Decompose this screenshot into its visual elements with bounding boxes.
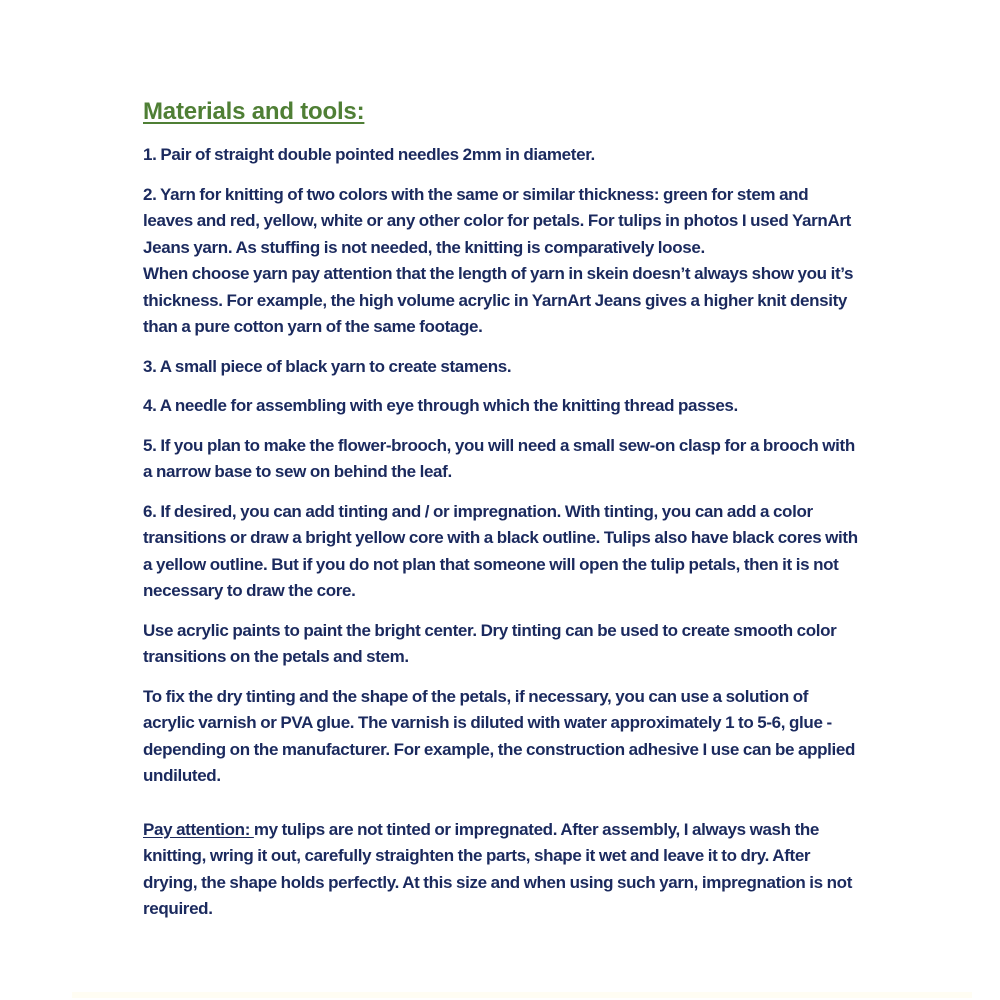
text-line: 6. If desired, you can add tinting and / or impregnation. With tinting, you can add a color [143, 501, 813, 521]
text-line: 2. Yarn for knitting of two colors with the same or similar thickness: green for stem and [143, 184, 809, 204]
text-line: a yellow outline. But if you do not plan that someone will open the tulip petals, then it is not [143, 554, 839, 574]
materials-list-item-6 [143, 499, 943, 605]
paragraph-fix-tinting [143, 684, 943, 790]
text-line: necessary to draw the core. [143, 581, 356, 600]
pay-attention-note [143, 817, 943, 923]
text-line: thickness. For example, the high volume acrylic in YarnArt Jeans gives a higher knit density [143, 290, 848, 310]
text-line: knitting, wring it out, carefully straighten the parts, shape it wet and leave it to dry. After [143, 846, 811, 865]
text-line: When choose yarn pay attention that the length of yarn in skein doesn’t always show you it’s [143, 264, 854, 283]
text-line: 4. A needle for assembling with eye through which the knitting thread passes. [143, 396, 738, 415]
text-line: leaves and red, yellow, white or any other color for petals. For tulips in photos I used YarnArt [143, 211, 851, 230]
text-line: required. [143, 899, 213, 918]
paragraph-acrylic-paints [143, 618, 943, 671]
text-line: acrylic varnish or PVA glue. The varnish is diluted with water approximately 1 to 5-6, glue - [143, 713, 832, 732]
text-line: 5. If you plan to make the flower-brooch, you will need a small sew-on clasp for a brooch with [143, 435, 855, 455]
text-line: than a pure cotton yarn of the same footage. [143, 317, 483, 336]
materials-list-item-5 [143, 433, 943, 486]
text-line: undiluted. [143, 766, 221, 785]
materials-list-item-4 [143, 393, 943, 420]
text-line: a narrow base to sew on behind the leaf. [143, 462, 452, 481]
text-line: Jeans yarn. As stuffing is not needed, the knitting is comparatively loose. [143, 237, 705, 257]
text-line: 3. A small piece of black yarn to create stamens. [143, 356, 512, 376]
materials-list-item-1 [143, 142, 943, 169]
text-line [143, 817, 943, 844]
text-line: 1. Pair of straight double pointed needles 2mm in diameter. [143, 145, 595, 164]
document-page [143, 96, 943, 936]
text-line: transitions on the petals and stem. [143, 647, 409, 666]
materials-list-item-3 [143, 354, 943, 381]
text-line: drying, the shape holds perfectly. At this size and when using such yarn, impregnation is not [143, 872, 853, 892]
text-line: To fix the dry tinting and the shape of the petals, if necessary, you can use a solution of [143, 686, 809, 706]
note-text: my tulips are not tinted or impregnated. After assembly, I always wash the [253, 819, 820, 839]
section-heading: Materials and tools: [143, 98, 365, 125]
text-line: Use acrylic paints to paint the bright center. Dry tinting can be used to create smooth color [143, 620, 837, 640]
page-bottom-edge [72, 992, 972, 998]
materials-list-item-2 [143, 182, 943, 341]
text-line: transitions or draw a bright yellow core with a black outline. Tulips also have black cores with [143, 528, 858, 547]
note-label: Pay attention: [143, 819, 254, 839]
text-line: depending on the manufacturer. For example, the construction adhesive I use can be applied [143, 739, 856, 759]
